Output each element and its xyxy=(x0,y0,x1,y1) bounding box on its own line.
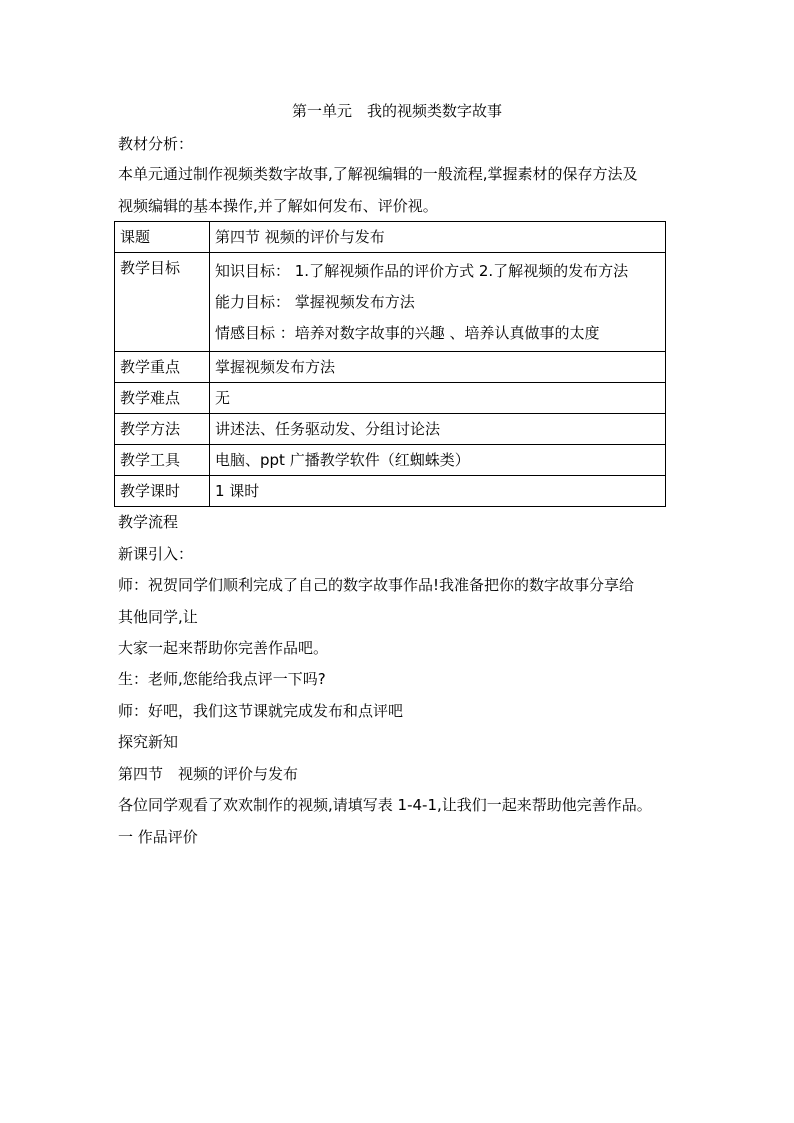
focus-value: 掌握视频发布方法 xyxy=(210,352,666,383)
hours-label: 教学课时 xyxy=(115,476,210,507)
table-row-tools xyxy=(115,445,666,476)
student-line: 生：老师,您能给我点评一下吗? xyxy=(118,670,326,688)
topic-value: 第四节 视频的评价与发布 xyxy=(210,222,666,253)
tools-value: 电脑、ppt 广播教学软件（红蜘蛛类） xyxy=(210,445,666,476)
table-row-topic xyxy=(115,222,666,253)
lesson-plan-table xyxy=(114,221,666,507)
goals-label: 教学目标 xyxy=(115,253,210,352)
goal-emotion: 情感目标 ：培养对数字故事的兴趣 、培养认真做事的太度 xyxy=(215,323,600,342)
analysis-heading: 教材分析： xyxy=(118,135,194,153)
table-row-goals xyxy=(115,253,666,352)
difficulty-value: 无 xyxy=(210,383,666,414)
difficulty-label: 教学难点 xyxy=(115,383,210,414)
analysis-text-line-2: 视频编辑的基本操作,并了解如何发布、评价视。 xyxy=(118,197,438,215)
task-text: 各位同学观看了欢欢制作的视频,请填写表 1-4-1,让我们一起来帮助他完善作品。 xyxy=(118,796,652,814)
table-row-difficulty xyxy=(115,383,666,414)
goal-ability: 能力目标： 掌握视频发布方法 xyxy=(215,292,415,311)
method-value: 讲述法、任务驱动发、分组讨论法 xyxy=(210,414,666,445)
table-row-method xyxy=(115,414,666,445)
intro-heading: 新课引入： xyxy=(118,545,194,563)
item-evaluation: 一 作品评价 xyxy=(118,828,198,846)
document-title: 第一单元 我的视频类数字故事 xyxy=(291,102,502,120)
method-label: 教学方法 xyxy=(115,414,210,445)
section-heading: 第四节 视频的评价与发布 xyxy=(118,765,299,783)
flow-heading: 教学流程 xyxy=(118,513,179,531)
explore-heading: 探究新知 xyxy=(118,733,179,751)
teacher-line-2: 其他同学,让 xyxy=(118,608,198,626)
goal-knowledge: 知识目标： 1.了解视频作品的评价方式 2.了解视频的发布方法 xyxy=(215,261,629,280)
table-row-focus xyxy=(115,352,666,383)
tools-label: 教学工具 xyxy=(115,445,210,476)
hours-value: 1 课时 xyxy=(210,476,666,507)
teacher-line-4: 师：好吧，我们这节课就完成发布和点评吧 xyxy=(118,702,404,720)
analysis-text-line-1: 本单元通过制作视频类数字故事,了解视编辑的一般流程,掌握素材的保存方法及 xyxy=(118,165,638,183)
table-row-hours xyxy=(115,476,666,507)
teacher-line-3: 大家一起来帮助你完善作品吧。 xyxy=(118,639,329,657)
goals-cell xyxy=(210,253,666,352)
topic-label: 课题 xyxy=(115,222,210,253)
teacher-line-1: 师：祝贺同学们顺利完成了自己的数字故事作品!我准备把你的数字故事分享给 xyxy=(118,576,635,594)
focus-label: 教学重点 xyxy=(115,352,210,383)
